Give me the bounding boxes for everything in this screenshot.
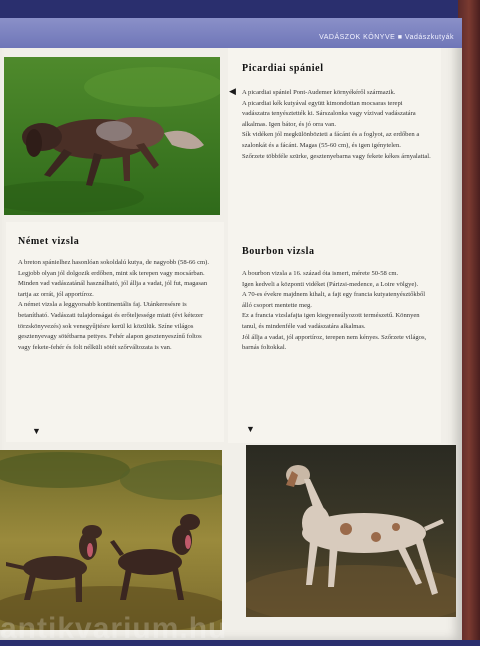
paragraph: Igen kedveli a központi vidéket (Párizsi-medence, a Loire völgye). (242, 280, 419, 288)
nemet-title: Német vizsla (18, 236, 80, 247)
paragraph: Ez a francia vizslafajta igen kiegyensúlyozott természetű. Könnyen tanul, és mindenféle vad vadászatára alkalmas. (242, 312, 420, 330)
down-arrow-icon: ▼ (246, 424, 255, 434)
paragraph: A picardiai spániel Pont-Audemer környékéről származik. (242, 89, 396, 96)
paragraph: Sík vidéken jól megkülönbözteti a fácánt és a foglyot, az erdőben a szalonkát és a fácánt. Magas (55-60 cm), és igen igénytelen. (242, 131, 420, 149)
left-arrow-icon: ◀ (229, 86, 236, 96)
paragraph: Szőrzete többféle szürke, gesztenyebarna vagy fekete kékes árnyalattal. (242, 152, 431, 160)
watermark: antikvarium.hu (0, 612, 228, 645)
nemet-body (18, 258, 216, 353)
picardiai-body (242, 88, 432, 162)
down-arrow-icon: ▼ (32, 426, 41, 436)
bourbon-pointer-photo (246, 445, 456, 617)
bourbon-title: Bourbon vizsla (242, 246, 315, 257)
paragraph: A 70-es évekre majdnem kihalt, a fajt egy francia kutyatenyésztőkből álló csoport mentette meg. (242, 291, 426, 309)
paragraph: Jól állja a vadat, jól apportíroz, terepen nem kényes. Szőrzete világos, barnás foltokkal. (242, 333, 427, 352)
paragraph: A bourbon vizsla a 16. század óta ismert, mérete 50-58 cm. (242, 270, 399, 277)
paragraph: A picardiai kék kutyával együtt kimondottan mocsaras terepi vadászatra tenyésztették ki. Sárszalonka vagy vízivad vadászatára alkalmas. Igen bátor, és jó orra van. (242, 99, 416, 128)
header-bar (0, 18, 462, 48)
running-header: VADÁSZOK KÖNYVE ■ Vadászkutyák (319, 34, 454, 41)
picardiai-title: Picardiai spániel (242, 63, 324, 74)
paragraph: A német vizsla a leggyorsabb kontinentális faj. Utánkeresésre is betanítható. Vadászati tulajdonságai és erőteljessége miatt (évi kétezer törzskönyvezés) sok venegyűjtésre kerül ki közülük. Színe világos gesztenyevagy sötétbarna pettyes. Fehér alapon gesztenyeszínű foltos vagy fekete-fehér és folt nélküli sötét szőrváltozata is van. (18, 301, 204, 351)
paragraph: A breton spánielhez hasonlóan sokoldalú kutya, de nagyobb (58-66 cm). (18, 259, 209, 266)
paragraph: Legjobb olyan jól dolgozik erdőben, mint sík terepen vagy mocsárban. Minden vad vadászatánál használható, jól állja a vadat, jól fut, magasan tartja az orrát, jól apportíroz. (18, 269, 208, 298)
two-pointers-photo (0, 450, 222, 630)
spaniel-running-photo (4, 57, 220, 215)
bourbon-body (242, 269, 434, 354)
